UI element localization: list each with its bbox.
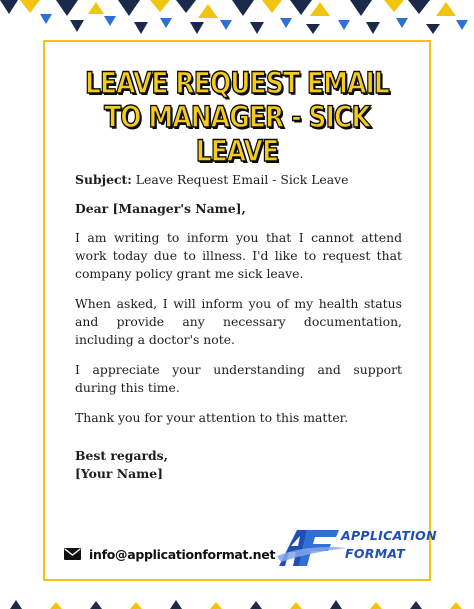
page-title <box>72 66 402 168</box>
paragraph-1: I am writing to inform you that I cannot attend work today due to illness. I'd like to request that company policy grant me sick leave. <box>75 230 402 281</box>
title-line-1: LEAVE REQUEST EMAIL <box>85 66 389 100</box>
af-logo-icon <box>277 522 349 572</box>
greeting: Dear [Manager's Name], <box>75 201 246 216</box>
top-decorative-pattern <box>0 0 474 36</box>
footer-email <box>64 544 275 564</box>
envelope-icon <box>64 548 81 560</box>
letter-frame <box>43 40 431 581</box>
logo-text-line-1: APPLICATION <box>341 528 437 543</box>
subject-text: Leave Request Email - Sick Leave <box>131 172 349 187</box>
subject-line <box>75 171 402 189</box>
title-line-2: TO MANAGER - SICK LEAVE <box>104 100 370 168</box>
letter-body <box>75 171 402 483</box>
bottom-decorative-pattern <box>0 588 474 609</box>
paragraph-3: I appreciate your understanding and support during this time. <box>75 362 402 395</box>
paragraph-2: When asked, I will inform you of my health status and provide any necessary documentation, including a doctor's note. <box>75 296 402 347</box>
paragraph-4: Thank you for your attention to this matter. <box>75 410 349 425</box>
email-address: info@applicationformat.net <box>89 546 276 562</box>
closing: Best regards, <box>75 448 168 463</box>
signature: [Your Name] <box>75 466 163 481</box>
application-format-logo <box>277 522 437 572</box>
subject-label: Subject: <box>75 172 132 187</box>
logo-text-line-2: FORMAT <box>345 546 406 561</box>
